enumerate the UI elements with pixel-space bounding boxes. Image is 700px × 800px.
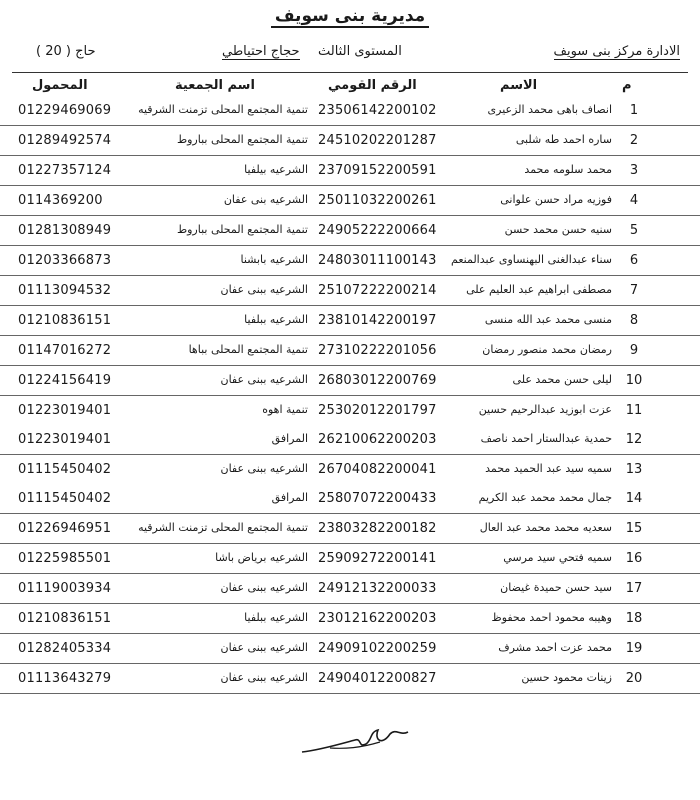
row-association: الشرعيه ببنى عفان (220, 373, 308, 386)
row-name: زينات محمود حسين (521, 671, 612, 684)
row-group (0, 96, 700, 126)
column-header-mobile: المحمول (32, 78, 88, 93)
row-mobile: 01223019401 (18, 403, 112, 418)
row-association: الشرعيه ببنى عفان (220, 462, 308, 475)
pilgrimage-type-label: حجاج احتياطي (222, 44, 300, 59)
row-mobile: 01282405334 (18, 641, 112, 656)
row-group (0, 276, 700, 306)
row-national-id: 24904012200827 (318, 671, 437, 686)
row-serial: 7 (629, 283, 639, 298)
row-national-id: 23709152200591 (318, 163, 437, 178)
row-association: المرافق (271, 432, 308, 445)
row-national-id: 23506142200102 (318, 103, 437, 118)
row-national-id: 23012162200203 (318, 611, 437, 626)
row-name: سميه فتحي سيد مرسي (503, 551, 612, 564)
row-national-id: 25302012201797 (318, 403, 437, 418)
pilgrims-table (0, 96, 700, 694)
row-national-id: 26210062200203 (318, 432, 437, 447)
table-row (0, 634, 700, 663)
row-group (0, 336, 700, 366)
row-mobile: 01210836151 (18, 313, 112, 328)
row-serial: 11 (625, 403, 643, 418)
row-serial: 4 (629, 193, 639, 208)
row-association: الشرعيه بابشنا (240, 253, 308, 266)
row-group (0, 156, 700, 186)
row-mobile: 01229469069 (18, 103, 112, 118)
row-serial: 13 (625, 462, 643, 477)
row-mobile: 01113094532 (18, 283, 112, 298)
table-row (0, 455, 700, 484)
row-serial: 16 (625, 551, 643, 566)
page-title: مديرية بنى سويف (0, 6, 700, 26)
row-association: الشرعيه ببلفيا (244, 611, 308, 624)
row-serial: 9 (629, 343, 639, 358)
row-serial: 10 (625, 373, 643, 388)
row-association: الشرعيه بنى عفان (223, 193, 308, 206)
row-name: رمضان محمد منصور رمضان (482, 343, 612, 356)
row-mobile: 01224156419 (18, 373, 112, 388)
pilgrim-count-label: ( 20 ) حاج (36, 44, 96, 59)
table-row (0, 156, 700, 185)
table-row (0, 186, 700, 215)
row-mobile: 01289492574 (18, 133, 112, 148)
column-header-association: اسم الجمعية (175, 78, 255, 93)
row-national-id: 23803282200182 (318, 521, 437, 536)
row-national-id: 25011032200261 (318, 193, 437, 208)
row-serial: 18 (625, 611, 643, 626)
row-name: حمدية عبدالستار احمد ناصف (480, 432, 612, 445)
column-header-serial: م (622, 78, 632, 93)
row-national-id: 26704082200041 (318, 462, 437, 477)
row-national-id: 24905222200664 (318, 223, 437, 238)
row-association: الشرعيه ببلفيا (244, 313, 308, 326)
row-name: فوزيه مراد حسن علوانى (500, 193, 612, 206)
row-mobile: 01227357124 (18, 163, 112, 178)
row-mobile: 01115450402 (18, 491, 112, 506)
row-name: جمال محمد محمد عبد الكريم (478, 491, 612, 504)
table-row (0, 544, 700, 573)
row-mobile: 0114369200 (18, 193, 103, 208)
row-group (0, 664, 700, 694)
row-name: مصطفى ابراهيم عبد العليم على (466, 283, 612, 296)
column-header-national-id: الرقم القومي (328, 78, 417, 93)
row-national-id: 24909102200259 (318, 641, 437, 656)
row-mobile: 01210836151 (18, 611, 112, 626)
row-mobile: 01281308949 (18, 223, 112, 238)
signature (300, 722, 410, 762)
row-name: سناء عبدالغنى البهنساوى عبدالمنعم (451, 253, 612, 266)
row-association: تنمية اهوه (262, 403, 308, 416)
row-mobile: 01226946951 (18, 521, 112, 536)
row-name: سعديه محمد محمد عبد العال (479, 521, 612, 534)
row-association: الشرعيه ببنى عفان (220, 641, 308, 654)
row-serial: 5 (629, 223, 639, 238)
table-row (0, 336, 700, 365)
header-rule (12, 72, 688, 73)
row-group (0, 126, 700, 156)
row-mobile: 01203366873 (18, 253, 112, 268)
row-group (0, 186, 700, 216)
table-row (0, 514, 700, 543)
row-group (0, 604, 700, 634)
row-group (0, 216, 700, 246)
row-group (0, 574, 700, 604)
row-serial: 15 (625, 521, 643, 536)
row-national-id: 27310222201056 (318, 343, 437, 358)
administration-label: الادارة مركز بنى سويف (553, 44, 680, 59)
row-association: تنمية المجتمع المحلى بباها (188, 343, 308, 356)
level-label: المستوى الثالث (318, 44, 402, 59)
row-national-id: 24510202201287 (318, 133, 437, 148)
row-national-id: 25107222200214 (318, 283, 437, 298)
row-name: وهيبه محمود احمد محفوظ (491, 611, 612, 624)
row-mobile: 01115450402 (18, 462, 112, 477)
table-row (0, 216, 700, 245)
column-header-name: الاسم (500, 78, 538, 93)
table-row (0, 126, 700, 155)
row-mobile: 01223019401 (18, 432, 112, 447)
row-national-id: 24803011100143 (318, 253, 437, 268)
row-name: سميه سيد عبد الحميد محمد (485, 462, 612, 475)
row-mobile: 01225985501 (18, 551, 112, 566)
row-national-id: 26803012200769 (318, 373, 437, 388)
row-national-id: 25909272200141 (318, 551, 437, 566)
table-row (0, 396, 700, 425)
row-group (0, 514, 700, 544)
row-mobile: 01119003934 (18, 581, 112, 596)
table-row (0, 604, 700, 633)
table-row (0, 306, 700, 335)
row-group (0, 455, 700, 514)
table-row (0, 574, 700, 603)
row-group (0, 544, 700, 574)
row-name: منسى محمد عبد الله منسى (484, 313, 612, 326)
row-association: الشرعيه ببنى عفان (220, 671, 308, 684)
table-row (0, 425, 700, 454)
row-serial: 20 (625, 671, 643, 686)
row-association: المرافق (271, 491, 308, 504)
row-name: سنيه حسن محمد حسن (504, 223, 612, 236)
row-name: عزت ابوزيد عبدالرحيم حسين (478, 403, 612, 416)
row-serial: 8 (629, 313, 639, 328)
row-serial: 17 (625, 581, 643, 596)
row-name: ساره احمد طه شلبى (515, 133, 612, 146)
row-serial: 1 (629, 103, 639, 118)
row-group (0, 306, 700, 336)
row-name: سيد حسن حميدة غيضان (500, 581, 612, 594)
row-name: محمد عزت احمد مشرف (498, 641, 612, 654)
row-mobile: 01113643279 (18, 671, 112, 686)
row-association: تنمية المجتمع المحلى تزمنت الشرقيه (138, 103, 308, 116)
row-serial: 6 (629, 253, 639, 268)
table-row (0, 276, 700, 305)
row-association: تنمية المجتمع المحلى تزمنت الشرقيه (138, 521, 308, 534)
row-association: الشرعيه بيلفيا (244, 163, 308, 176)
row-serial: 14 (625, 491, 643, 506)
row-name: ليلى حسن محمد على (512, 373, 612, 386)
row-mobile: 01147016272 (18, 343, 112, 358)
row-group (0, 396, 700, 455)
row-association: تنمية المجتمع المحلى بباروط (176, 133, 308, 146)
table-row (0, 246, 700, 275)
row-association: الشرعيه برياض باشا (215, 551, 308, 564)
row-serial: 3 (629, 163, 639, 178)
row-serial: 19 (625, 641, 643, 656)
table-row (0, 664, 700, 693)
row-national-id: 25807072200433 (318, 491, 437, 506)
row-association: الشرعيه ببنى عفان (220, 283, 308, 296)
row-serial: 2 (629, 133, 639, 148)
table-row (0, 484, 700, 513)
row-group (0, 634, 700, 664)
row-national-id: 23810142200197 (318, 313, 437, 328)
table-header (0, 78, 700, 98)
row-group (0, 366, 700, 396)
table-row (0, 96, 700, 125)
row-serial: 12 (625, 432, 643, 447)
row-group (0, 246, 700, 276)
row-association: تنمية المجتمع المحلى بباروط (176, 223, 308, 236)
row-association: الشرعيه ببنى عفان (220, 581, 308, 594)
table-row (0, 366, 700, 395)
row-national-id: 24912132200033 (318, 581, 437, 596)
row-name: انصاف باهى محمد الزعيرى (487, 103, 612, 116)
row-name: محمد سلومه محمد (524, 163, 612, 176)
